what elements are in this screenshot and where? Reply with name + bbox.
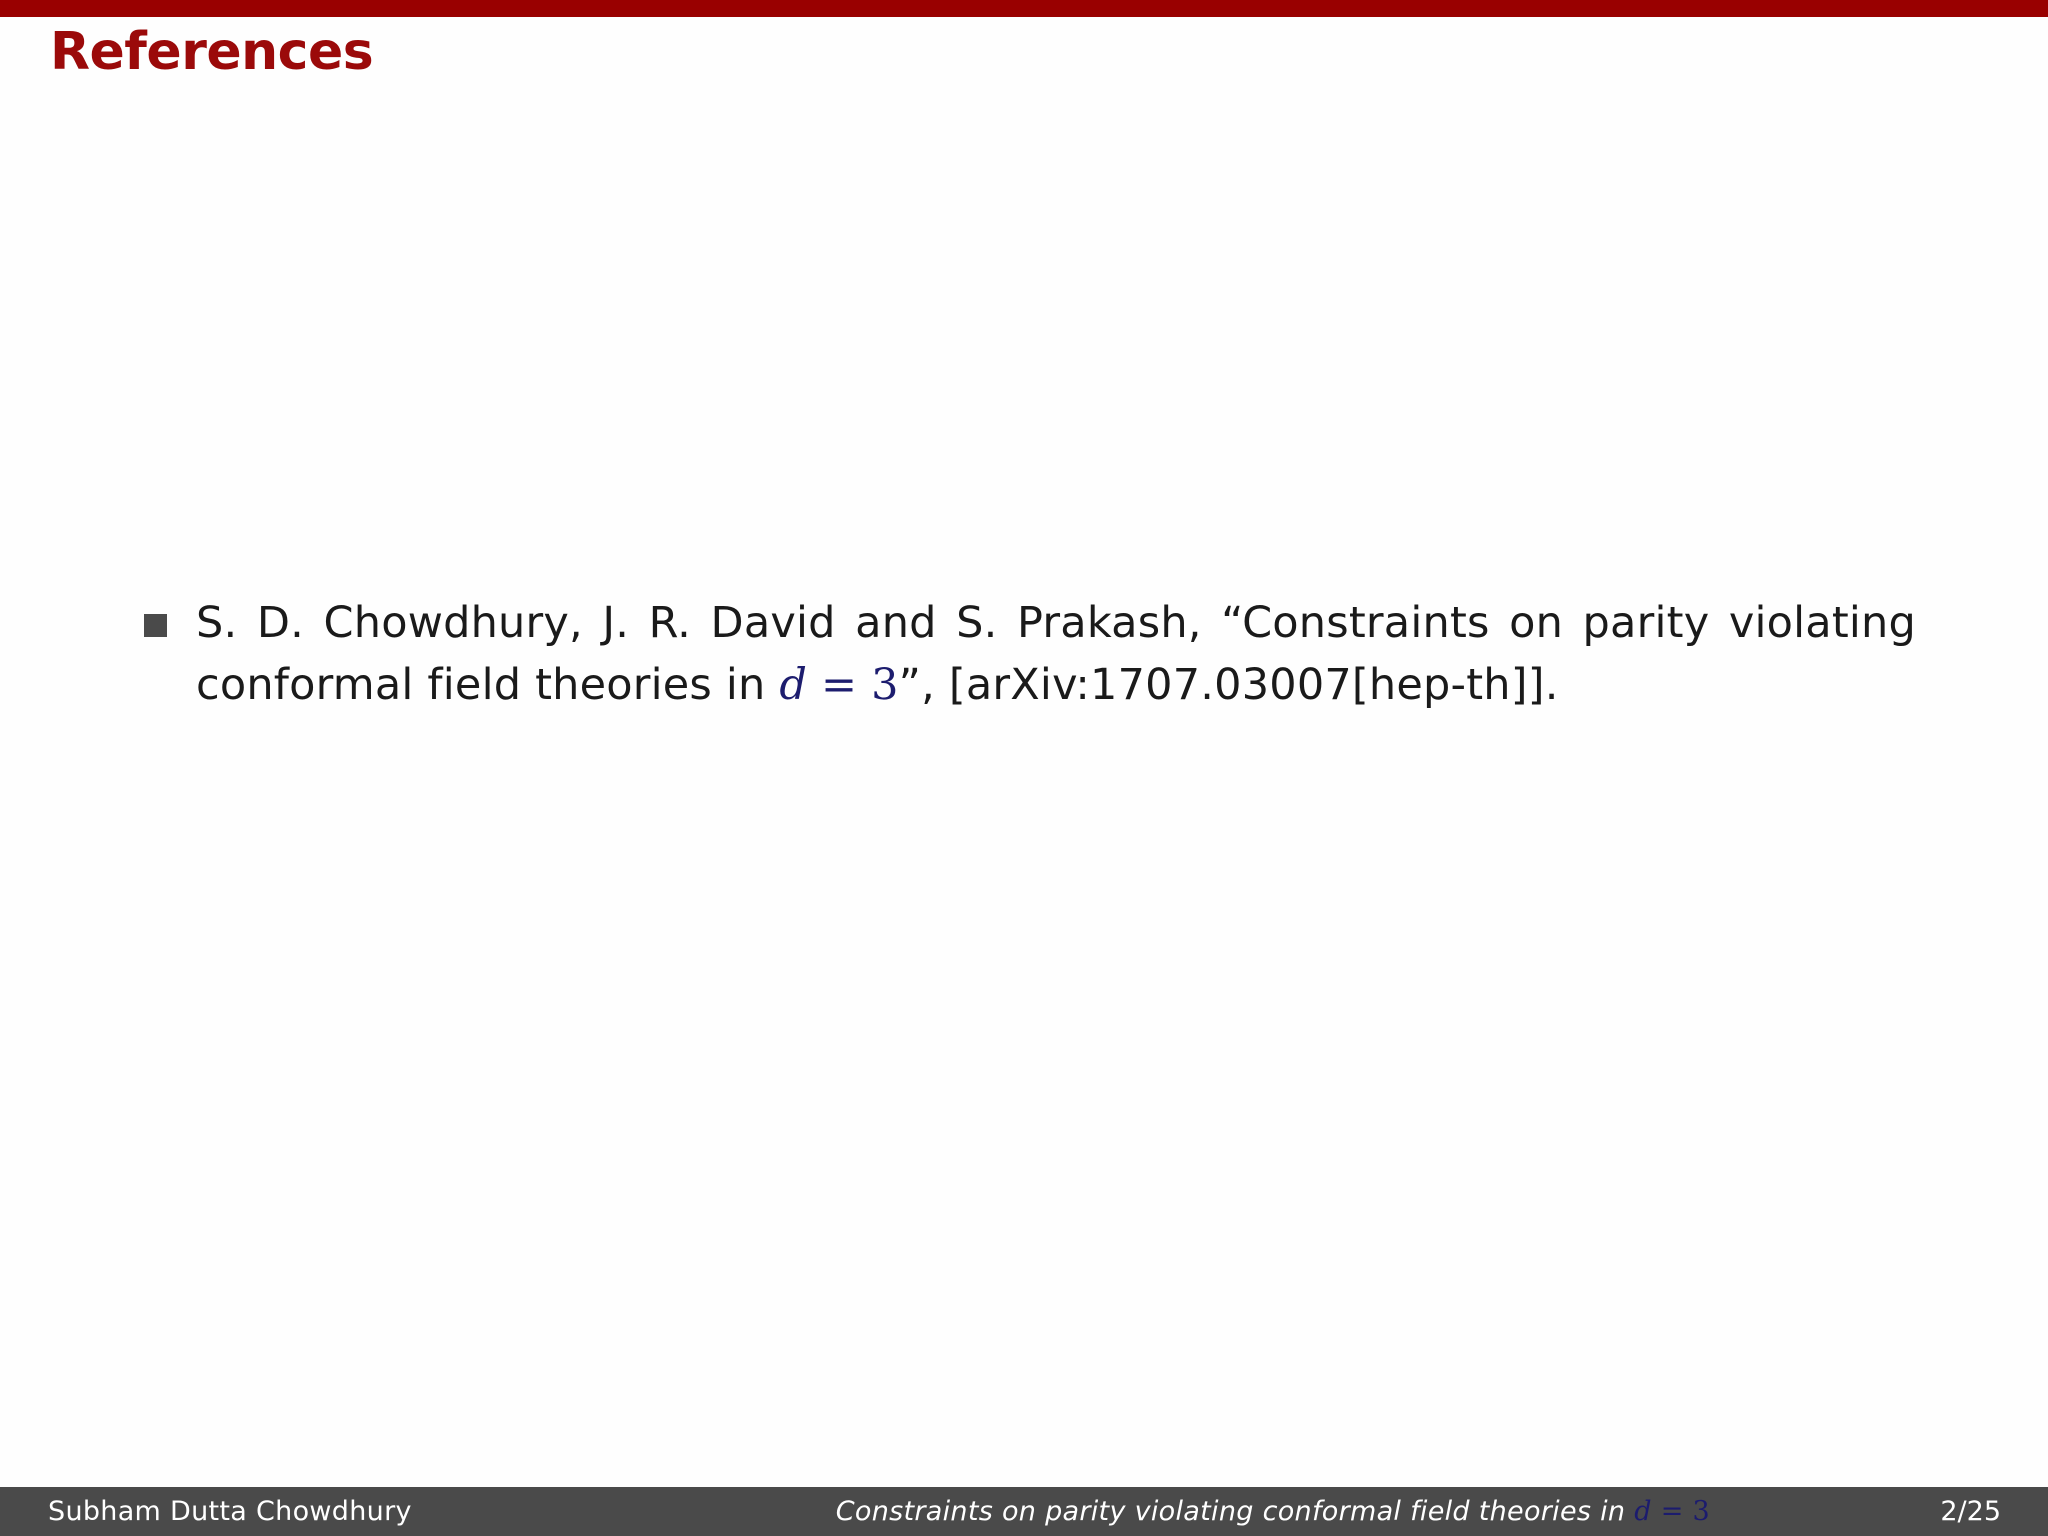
reference-item xyxy=(196,592,1916,716)
bullet-square-icon xyxy=(144,614,167,637)
reference-math xyxy=(779,660,898,710)
footer-math-var: d xyxy=(1634,1496,1652,1527)
reference-math-var: d xyxy=(779,660,808,710)
footer-author: Subham Dutta Chowdhury xyxy=(48,1496,412,1527)
header-bar xyxy=(0,0,2048,17)
footer-talk-title-text: Constraints on parity violating conformal field theories in xyxy=(835,1496,1635,1527)
reference-text-start: S. D. Chowdhury, J. R. David and S. Prakash, “Constraints on parity violating conformal field theories in xyxy=(196,598,1916,710)
footer-math xyxy=(1634,1496,1710,1527)
footer-bar xyxy=(0,1487,2048,1536)
reference-math-eq: = 3 xyxy=(807,660,899,710)
slide-title: References xyxy=(50,22,374,82)
reference-text-end: ”, [arXiv:1707.03007[hep-th]]. xyxy=(898,660,1559,710)
page-number: 2/25 xyxy=(1940,1496,2001,1527)
footer-talk-title xyxy=(836,1496,1710,1527)
footer-math-eq: = 3 xyxy=(1651,1496,1710,1527)
